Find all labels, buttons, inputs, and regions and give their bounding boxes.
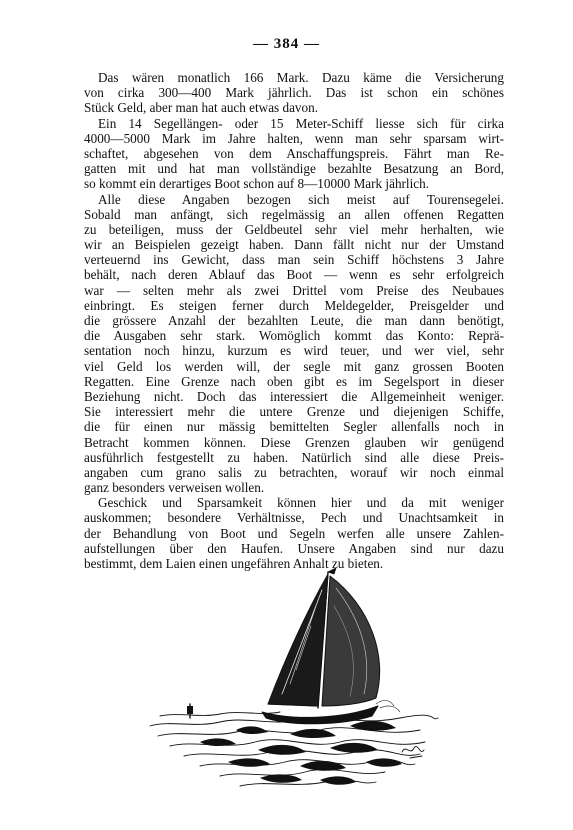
text-line: wir an Beispielen gezeigt haben. Dann fällt nicht nur der Umstand <box>84 237 504 253</box>
jib-sail <box>322 576 380 706</box>
text-line: sentation noch hinzu, kurzum es wird teuer, und wer viel, sehr <box>84 343 504 359</box>
text-line: Stück Geld, aber man hat auch etwas davon. <box>84 100 319 116</box>
text-line: so kommt ein derartiges Boot schon auf 8—10000 Mark jährlich. <box>84 176 430 192</box>
text-line: behält, nach deren Ablauf das Boot — wenn es sehr erfolgreich <box>84 267 504 283</box>
sailboat-illustration <box>140 566 440 796</box>
text-line: zu beteiligen, muss der Geldbeutel sehr viel mehr herhalten, wie <box>84 221 504 237</box>
body-text <box>84 70 504 571</box>
text-line: Sobald man anfängt, sich regelmässig an allen offenen Regatten <box>84 206 504 222</box>
text-line: Beziehung nicht. Doch das interessiert die Allgemeinheit weniger. <box>84 388 504 404</box>
text-line: war — selten mehr als zwei Drittel vom Preise des Neubaues <box>84 282 504 298</box>
text-line: Betracht kommen können. Diese Grenzen glauben wir genügend <box>84 434 504 450</box>
artist-signature <box>402 746 424 758</box>
text-line: angaben cum grano salis zu betrachten, worauf wir noch einmal <box>84 464 504 480</box>
text-line: Regatten. Eine Grenze nach oben gibt es im Segelsport in dieser <box>84 373 504 389</box>
text-line: die grössere Anzahl der bezahlten Leute, die man dann benötigt, <box>84 313 504 328</box>
text-line: einbringt. Es steigen ferner durch Meldegelder, Preisgelder und <box>84 297 504 313</box>
page-number: — 384 — <box>253 36 320 52</box>
text-line: auskommen; besondere Verhältnisse, Pech und Unachtsamkeit in <box>84 510 504 526</box>
mainsail <box>268 574 328 706</box>
text-line: schaftet, abgesehen von dem Anschaffungspreis. Fährt man Re- <box>84 145 504 161</box>
text-line: viel Geld los werden will, der segle mit ganz grossen Booten <box>84 358 504 374</box>
text-line: 4000—5000 Mark im Jahre halten, wenn man sehr sparsam wirt- <box>84 130 504 146</box>
text-line: ausführlich festgestellt zu haben. Natürlich sind alle diese Preis- <box>84 449 504 465</box>
text-line: Ein 14 Segellängen- oder 15 Meter-Schiff liesse sich für cirka <box>98 115 504 131</box>
text-line: die für einen nur mässig bemittelten Segler allenfalls noch in <box>84 419 504 435</box>
text-line: gatten mit und hat man vollständige bezahlte Besatzung an Bord, <box>84 161 504 177</box>
text-line: verteuernd ins Gewicht, dass man sein Schiff höchstens 3 Jahre <box>84 252 504 268</box>
text-line: der Behandlung von Boot und Segeln werfen alle unsere Zahlen- <box>84 525 504 541</box>
text-line: aufstellungen über den Haufen. Unsere Angaben sind nur dazu <box>84 540 504 556</box>
text-line: ganz besonders verweisen wollen. <box>84 480 265 496</box>
hull <box>262 706 378 724</box>
text-line: bestimmt, dem Laien einen ungefähren Anhalt zu bieten. <box>84 556 384 571</box>
text-line: Alle diese Angaben bezogen sich meist auf Tourensegelei. <box>98 191 504 207</box>
text-line: die Ausgaben sehr stark. Womöglich kommt das Konto: Reprä- <box>84 328 504 344</box>
text-line: Geschick und Sparsamkeit können hier und da mit weniger <box>98 495 504 511</box>
text-line: Das wären monatlich 166 Mark. Dazu käme die Versicherung <box>98 70 504 85</box>
text-line: von cirka 300—400 Mark jährlich. Das ist schon ein schönes <box>84 85 504 101</box>
text-line: Sie interessiert mehr die untere Grenze und diejenigen Schiffe, <box>84 404 504 420</box>
